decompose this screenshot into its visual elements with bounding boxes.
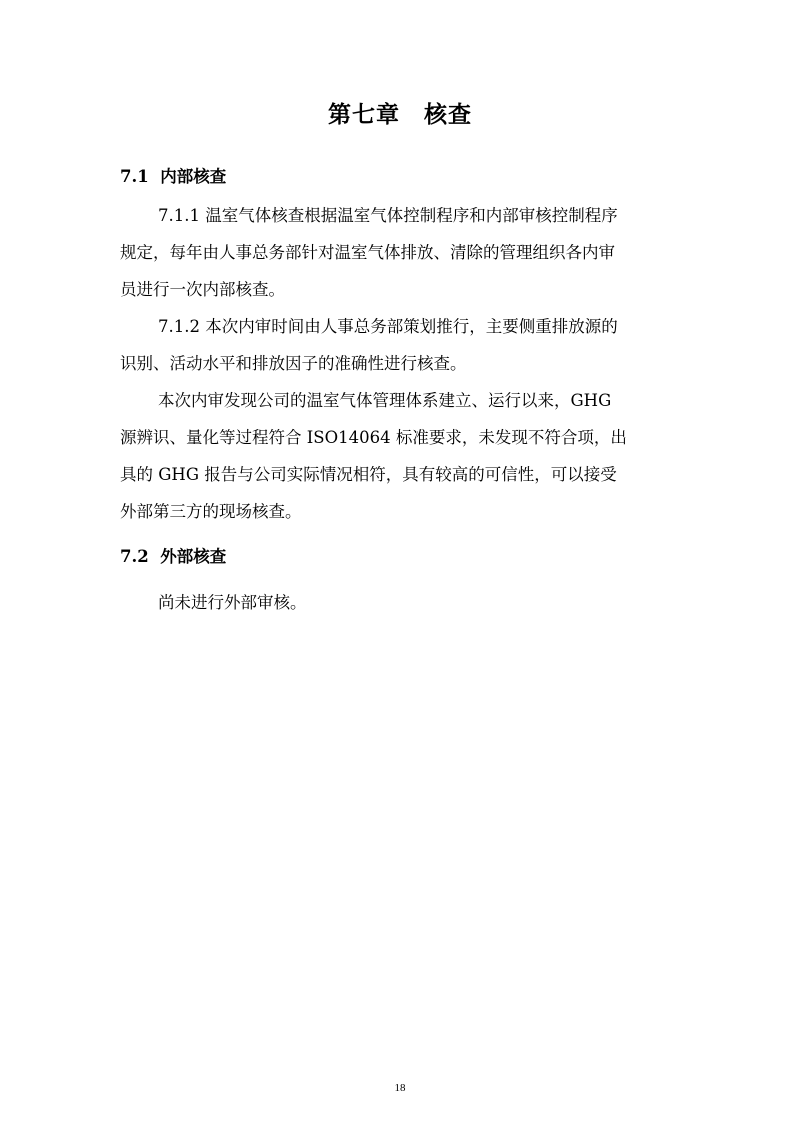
paragraph-line: 7.1.1 温室气体核查根据温室气体控制程序和内部审核控制程序 xyxy=(158,206,618,225)
chapter-title: 第七章 核查 xyxy=(328,101,472,128)
paragraph-line: 具的 GHG 报告与公司实际情况相符，具有较高的可信性，可以接受 xyxy=(120,465,617,484)
paragraph-line: 源辨识、量化等过程符合 ISO14064 标准要求，未发现不符合项，出 xyxy=(120,428,627,447)
paragraph-line: 7.1.2 本次内审时间由人事总务部策划推行，主要侧重排放源的 xyxy=(158,317,618,336)
paragraph-line: 尚未进行外部审核。 xyxy=(158,593,307,612)
paragraph-line: 规定，每年由人事总务部针对温室气体排放、清除的管理组织各内审 xyxy=(120,243,615,262)
paragraph-line: 员进行一次内部核查。 xyxy=(120,280,285,299)
paragraph-line: 本次内审发现公司的温室气体管理体系建立、运行以来，GHG xyxy=(158,391,612,410)
section-heading-7-2: 7.2 外部核查 xyxy=(120,547,227,566)
paragraph-line: 外部第三方的现场核查。 xyxy=(120,502,302,521)
section-heading-7-1: 7.1 内部核查 xyxy=(120,167,227,186)
page-number: 18 xyxy=(394,1082,406,1094)
paragraph-line: 识别、活动水平和排放因子的准确性进行核查。 xyxy=(120,354,467,373)
